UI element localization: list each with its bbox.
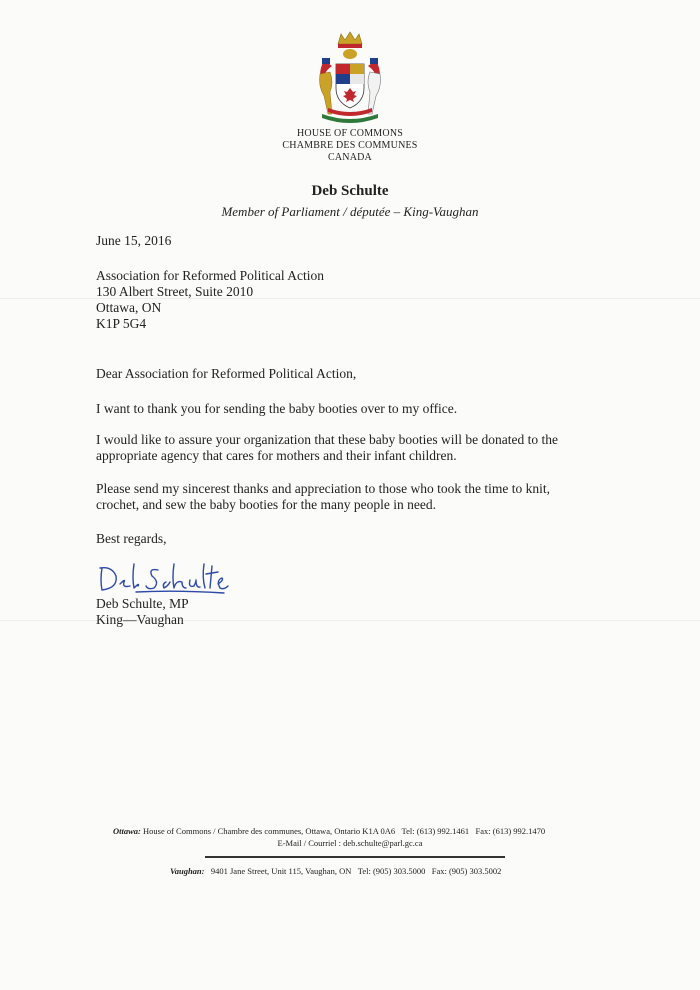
footer-vaughan: [170, 866, 501, 876]
footer-vaughan-tel: Tel: (905) 303.5000: [357, 866, 426, 876]
paragraph-line: I would like to assure your organization that these baby booties will be donated to the: [96, 432, 559, 447]
recipient-line: Ottawa, ON: [96, 300, 162, 315]
mp-title: Member of Parliament / députée – King-Vaughan: [221, 204, 479, 219]
mp-name: Deb Schulte: [311, 183, 389, 199]
coat-of-arms-icon: [310, 30, 390, 130]
footer-ottawa: [113, 826, 545, 836]
footer-ottawa-label: Ottawa:: [113, 826, 141, 836]
salutation: Dear Association for Reformed Political Action,: [96, 366, 357, 381]
letterhead-line-3: CANADA: [328, 152, 372, 163]
footer-ottawa-fax: Fax: (613) 992.1470: [475, 826, 546, 836]
paragraph-line: appropriate agency that cares for mothers and their infant children.: [96, 448, 457, 463]
footer-vaughan-label: Vaughan:: [170, 866, 205, 876]
footer-divider: [205, 856, 505, 858]
closing: Best regards,: [96, 531, 167, 546]
paragraph-line: crochet, and sew the baby booties for the many people in need.: [96, 497, 437, 512]
recipient-line: Association for Reformed Political Action: [96, 268, 324, 283]
footer-vaughan-fax: Fax: (905) 303.5002: [431, 866, 502, 876]
letter-date: June 15, 2016: [96, 233, 172, 248]
letterhead-line-1: HOUSE OF COMMONS: [297, 128, 403, 139]
recipient-line: 130 Albert Street, Suite 2010: [96, 284, 254, 299]
paragraph-line: I want to thank you for sending the baby booties over to my office.: [96, 401, 458, 416]
footer-ottawa-tel: Tel: (613) 992.1461: [401, 826, 470, 836]
footer-email: E-Mail / Courriel : deb.schulte@parl.gc.ca: [277, 838, 423, 848]
footer-vaughan-address: 9401 Jane Street, Unit 115, Vaughan, ON: [210, 866, 352, 876]
signer-name: Deb Schulte, MP: [96, 596, 189, 611]
recipient-line: K1P 5G4: [96, 316, 147, 331]
signature-icon: [96, 560, 231, 596]
footer-ottawa-address: House of Commons / Chambre des communes, Ottawa, Ontario K1A 0A6: [143, 826, 396, 836]
paragraph-line: Please send my sincerest thanks and appreciation to those who took the time to knit,: [96, 481, 551, 496]
letterhead-line-2: CHAMBRE DES COMMUNES: [282, 140, 418, 151]
signer-riding: King—Vaughan: [96, 612, 184, 627]
